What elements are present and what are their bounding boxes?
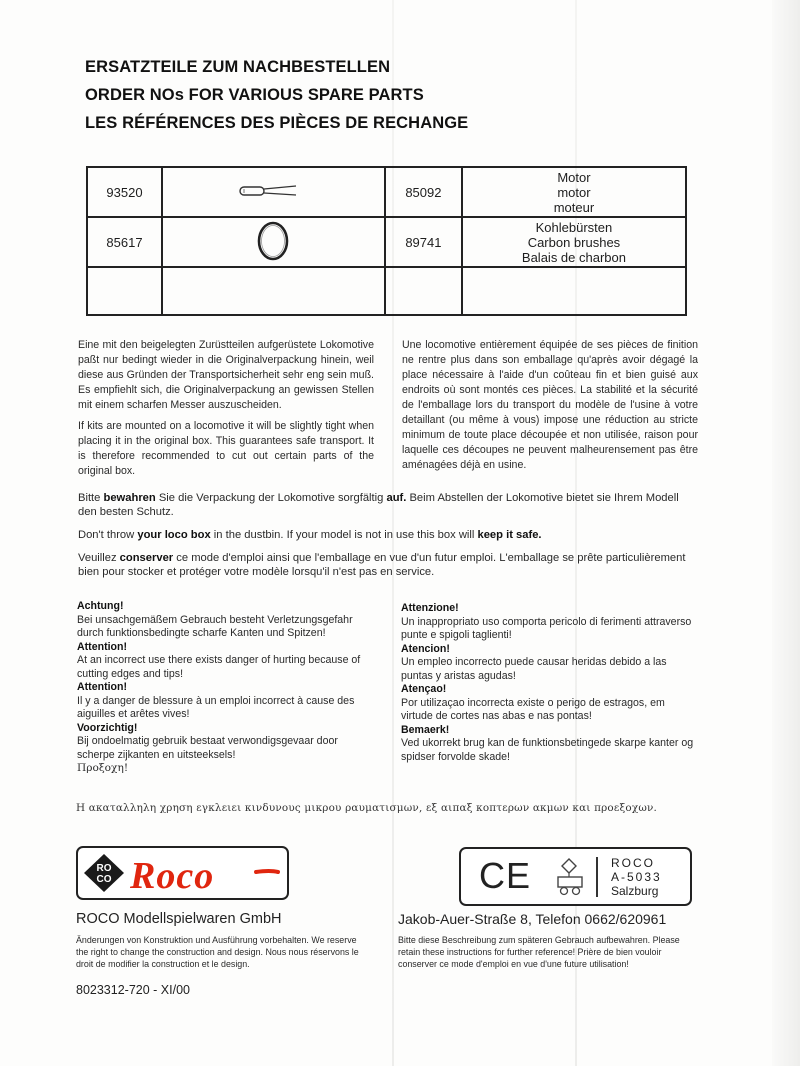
divider	[596, 857, 598, 897]
keep-box-de	[78, 491, 698, 519]
retain-note: Bitte diese Beschreibung zum späteren Gebrauch aufbewahren. Please retain these instructions for further reference! Prière de bien vouloir conserver ce mode d'emploi en vue d'une future utilisation!	[398, 935, 680, 969]
part-illustration	[162, 217, 385, 267]
warning-heading: Atençao!	[401, 683, 447, 695]
company-name: ROCO Modellspielwaren GmbH	[76, 911, 282, 927]
ce-line: Salzburg	[611, 884, 659, 898]
part-description	[462, 217, 686, 267]
description-de: Motor	[557, 169, 591, 185]
part-number: 93520	[87, 167, 162, 217]
empty-cell	[162, 267, 385, 315]
traction-tyre-icon	[253, 219, 293, 263]
warning-heading: Atencion!	[401, 642, 450, 655]
part-number: 89741	[385, 217, 462, 267]
warnings-left	[77, 600, 373, 776]
company-address: Jakob-Auer-Straße 8, Telefon 0662/620961	[398, 911, 667, 927]
title-block	[85, 58, 468, 142]
ce-line: ROCO	[611, 856, 655, 870]
logo-wordmark: Roco	[130, 855, 215, 897]
part-number: 85092	[385, 167, 462, 217]
description-fr: moteur	[553, 199, 595, 215]
spare-parts-table	[86, 166, 687, 316]
light-bulb-icon	[238, 183, 308, 199]
packaging-note-left	[78, 338, 374, 485]
text: Beim Abstellen der Lokomotive bietet sie Ihrem Modell den besten Schutz.	[78, 492, 679, 518]
part-description	[462, 167, 686, 217]
warning-text: Un inappropriato uso comporta pericolo di ferimenti attraverso punte e spigoli taglienti!	[401, 615, 692, 641]
warnings-right	[401, 602, 697, 764]
warning-heading: Attenzione!	[401, 602, 459, 614]
warning-text: Bij ondoelmatig gebruik bestaat verwondigsgevaar door scherpe zijkanten en uitsteeksels!	[77, 735, 338, 761]
title-en: ORDER NOs FOR VARIOUS SPARE PARTS	[85, 86, 424, 104]
empty-cell	[87, 267, 162, 315]
text: Bitte	[78, 492, 104, 504]
warning-text: Il y a danger de blessure à un emploi incorrect à cause des aiguilles et arêtes vives!	[77, 694, 355, 720]
emphasis: auf.	[386, 492, 407, 504]
logo-badge-bottom: CO	[96, 874, 112, 885]
description-fr: Balais de charbon	[521, 249, 626, 265]
emphasis: conserver	[119, 552, 174, 564]
title-fr: LES RÉFÉRENCES DES PIÈCES DE RECHANGE	[85, 114, 469, 132]
table-row-empty	[87, 267, 686, 315]
ce-mark: CE	[479, 855, 532, 896]
roco-logo	[76, 846, 289, 900]
warning-text: Por utilizaçao incorrecta existe o perigo de estragos, em virtude de cortes nas abas e nas pontas!	[401, 696, 665, 722]
table-row	[87, 167, 686, 217]
keep-box-en	[78, 528, 698, 542]
document-number: 8023312-720 - XI/00	[76, 983, 190, 997]
emphasis: your loco box	[137, 529, 211, 541]
page-edge	[772, 0, 800, 1066]
warning-text: Un empleo incorrecto puede causar heridas debido a las puntas y aristas agudas!	[401, 656, 667, 682]
packaging-en: If kits are mounted on a locomotive it will be slightly tight when placing it in the original box. This guarantees safe transport. It is therefore recommended to cut out certain parts of the original box.	[78, 420, 374, 477]
text: Sie die Verpackung der Lokomotive sorgfältig	[155, 492, 387, 504]
packaging-fr: Une locomotive entièrement équipée de ses pièces de finition ne rentre plus dans son emballage qu'après avoir dégagé la place nécessaire à l'aide d'un coûteau fin et bien guisé aux endroits où sont montés ces pièces. La stabilité et la sécurité de l'emballage lors du transport du modèle de l'usine à votre detaillant (ou même à vous) impose une réduction au stricte minimum de toute place découpée et non utilisée, raison pour laquelle ces découpes ne peuvent malheurensement pas être aménagées déjà en usine.	[402, 339, 698, 471]
logo-badge-top: RO	[96, 863, 112, 874]
roco-logo-graphic	[78, 848, 287, 898]
text: ce mode d'emploi ainsi que l'emballage en vue d'un futur emploi. L'emballage se prête particulièrement bien pour stocker et protéger votre modèle lorsqu'il n'est pas en service.	[78, 552, 686, 578]
age-warning-icon	[553, 857, 585, 899]
description-en: motor	[557, 184, 591, 200]
warning-heading: Voorzichtig!	[77, 721, 138, 734]
keep-box-fr	[78, 551, 698, 579]
ce-label	[459, 847, 692, 906]
keep-box-notes	[78, 491, 698, 588]
part-number: 85617	[87, 217, 162, 267]
warning-heading: Attention!	[77, 681, 128, 693]
packaging-note-right	[402, 338, 698, 479]
warning-heading-greek: Προξοχη!	[77, 762, 129, 774]
text: Don't throw	[78, 529, 138, 541]
text: in the dustbin. If your model is not in use this box will	[210, 529, 478, 541]
emphasis: bewahren	[103, 492, 156, 504]
part-illustration	[162, 167, 385, 217]
warning-heading: Achtung!	[77, 600, 124, 612]
warning-text: Ved ukorrekt brug kan de funktionsbetingede skarpe kanter og spidser forvolde skade!	[401, 737, 694, 763]
description-de: Kohlebürsten	[535, 219, 613, 235]
description-en: Carbon brushes	[527, 234, 621, 250]
warning-heading: Bemaerk!	[401, 723, 450, 736]
table-row	[87, 217, 686, 267]
empty-cell	[385, 267, 462, 315]
text: Veuillez	[78, 552, 120, 564]
ce-line: A-5033	[611, 870, 662, 884]
emphasis: keep it safe.	[477, 529, 542, 541]
title-de: ERSATZTEILE ZUM NACHBESTELLEN	[85, 58, 391, 76]
warning-text-greek: Η ακαταλληλη χρηση εγκλειει κινδυνους μικρου ραυματισμων, εξ αιπαξ κοπτερων ακμων και προεξοχων.	[76, 802, 658, 814]
disclaimer: Änderungen von Konstruktion und Ausführung vorbehalten. We reserve the right to change the construction and design. Nous nous réservons le droit de modifier la construction et le design.	[76, 935, 359, 969]
packaging-de: Eine mit den beigelegten Zurüstteilen aufgerüstete Lokomotive paßt nur bedingt wieder in die Originalverpackung hinein, weil diese aus Gründen der Transportsicherheit sehr eng sein muß. Es empfiehlt sich, die Originalverpackung an gewissen Stellen mit einem scharfen Messer auszuscheiden.	[78, 339, 374, 411]
warning-text: Bei unsachgemäßem Gebrauch besteht Verletzungsgefahr durch funktionsbedingte scharfe Kanten und Spitzen!	[77, 613, 353, 639]
ce-address	[611, 856, 662, 898]
empty-cell	[462, 267, 686, 315]
warning-heading: Attention!	[77, 640, 128, 653]
warning-text: At an incorrect use there exists danger of hurting because of cutting edges and tips!	[77, 654, 361, 680]
